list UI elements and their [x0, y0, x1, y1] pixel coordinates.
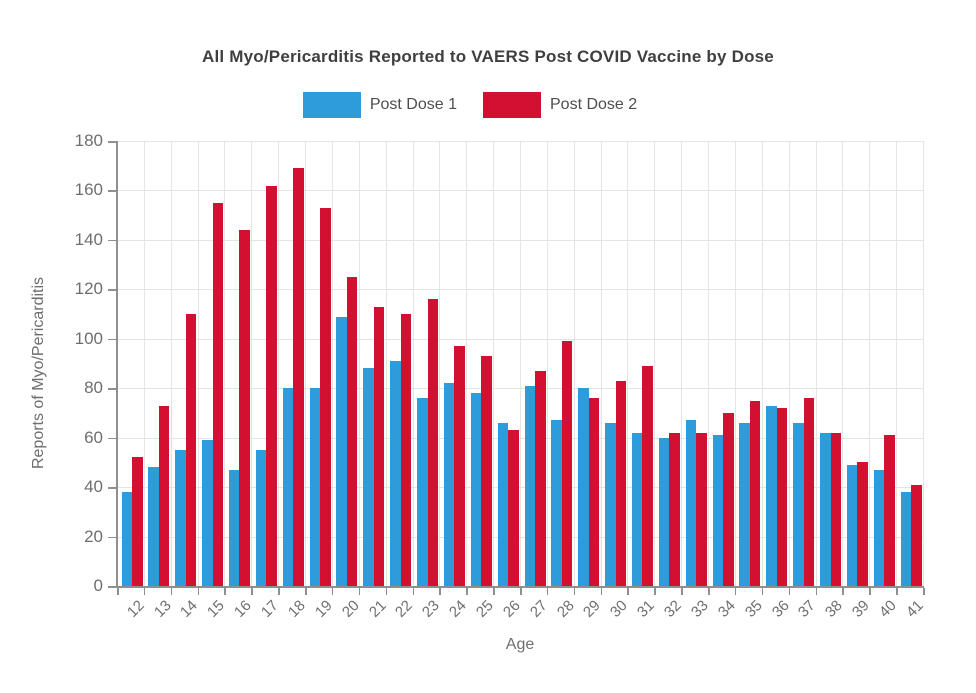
y-tick-label: 20	[84, 526, 103, 546]
gridline-vertical	[332, 141, 333, 586]
gridline-vertical	[869, 141, 870, 586]
x-tick-label: 17	[257, 597, 282, 621]
gridline-vertical	[386, 141, 387, 586]
bar-dose2-age-23	[428, 299, 439, 586]
gridline-vertical	[305, 141, 306, 586]
gridline-vertical	[681, 141, 682, 586]
bar-dose2-age-21	[374, 307, 385, 586]
bar-dose1-age-19	[310, 388, 321, 586]
bar-dose2-age-29	[589, 398, 600, 586]
gridline-vertical	[547, 141, 548, 586]
gridline-vertical	[627, 141, 628, 586]
x-tick-mark	[762, 588, 764, 595]
gridline-vertical	[439, 141, 440, 586]
bar-dose1-age-25	[471, 393, 482, 586]
bar-dose2-age-40	[884, 435, 895, 586]
gridline-vertical	[601, 141, 602, 586]
bar-dose1-age-41	[901, 492, 912, 586]
bar-dose1-age-23	[417, 398, 428, 586]
y-tick-mark	[108, 339, 116, 341]
chart-title: All Myo/Pericarditis Reported to VAERS Post COVID Vaccine by Dose	[202, 47, 774, 66]
bar-dose2-age-35	[750, 401, 761, 586]
bar-dose1-age-34	[713, 435, 724, 586]
legend-label-dose1: Post Dose 1	[369, 96, 457, 113]
bar-dose1-age-12	[122, 492, 133, 586]
bar-dose2-age-26	[508, 430, 519, 586]
x-tick-label: 26	[499, 597, 524, 621]
bar-dose2-age-37	[804, 398, 815, 586]
x-tick-mark	[224, 588, 226, 595]
legend-item-dose1	[303, 92, 457, 118]
bar-dose1-age-15	[202, 440, 213, 586]
legend-label-dose2: Post Dose 2	[550, 96, 638, 113]
y-tick-label: 80	[84, 378, 103, 398]
y-axis-title: Reports of Myo/Pericarditis	[30, 276, 47, 470]
y-tick-label: 160	[74, 180, 103, 200]
x-tick-mark	[493, 588, 495, 595]
bar-dose2-age-16	[239, 230, 250, 586]
bar-dose1-age-36	[766, 406, 777, 586]
legend-swatch-dose1	[303, 92, 361, 118]
x-tick-mark	[278, 588, 280, 595]
legend	[0, 92, 940, 118]
x-tick-label: 22	[392, 597, 417, 621]
y-axis-line	[116, 141, 118, 587]
x-tick-label: 30	[607, 597, 632, 621]
x-tick-mark	[789, 588, 791, 595]
y-tick-mark	[108, 388, 116, 390]
gridline-vertical	[735, 141, 736, 586]
bar-dose2-age-13	[159, 406, 170, 586]
x-tick-mark	[144, 588, 146, 595]
bar-dose2-age-33	[696, 433, 707, 586]
gridline-vertical	[574, 141, 575, 586]
x-tick-label: 37	[795, 597, 820, 621]
legend-swatch-dose2	[483, 92, 541, 118]
x-tick-mark	[359, 588, 361, 595]
x-tick-label: 14	[177, 597, 202, 621]
gridline-vertical	[413, 141, 414, 586]
bar-dose1-age-21	[363, 368, 374, 586]
x-tick-label: 23	[419, 597, 443, 621]
x-tick-mark	[439, 588, 441, 595]
bar-dose1-age-33	[686, 420, 697, 586]
x-tick-label: 33	[687, 597, 712, 621]
bar-dose2-age-31	[642, 366, 653, 586]
y-tick-label: 60	[84, 427, 103, 447]
bar-dose2-age-20	[347, 277, 358, 586]
bar-dose1-age-13	[148, 467, 159, 586]
gridline-vertical	[896, 141, 897, 586]
bar-dose1-age-26	[498, 423, 509, 586]
x-tick-label: 32	[660, 597, 685, 621]
x-tick-mark	[198, 588, 200, 595]
x-tick-label: 12	[123, 597, 148, 621]
x-tick-label: 29	[580, 597, 605, 621]
gridline-vertical	[923, 141, 924, 586]
x-tick-mark	[681, 588, 683, 595]
x-tick-mark	[332, 588, 334, 595]
bar-dose2-age-34	[723, 413, 734, 586]
y-tick-mark	[108, 487, 116, 489]
gridline-vertical	[198, 141, 199, 586]
y-tick-mark	[108, 190, 116, 192]
x-tick-mark	[547, 588, 549, 595]
x-tick-label: 25	[472, 597, 497, 621]
x-tick-mark	[601, 588, 603, 595]
x-tick-label: 21	[365, 597, 390, 621]
x-tick-label: 35	[741, 597, 766, 621]
bar-dose2-age-19	[320, 208, 331, 586]
gridline-vertical	[171, 141, 172, 586]
bar-dose2-age-25	[481, 356, 492, 586]
x-tick-mark	[251, 588, 253, 595]
bar-dose1-age-20	[336, 317, 347, 586]
x-tick-mark	[923, 588, 925, 595]
y-tick-label: 140	[74, 229, 103, 249]
x-axis-title: Age	[505, 636, 535, 653]
y-tick-mark	[108, 586, 116, 588]
gridline-vertical	[224, 141, 225, 586]
y-tick-label: 120	[74, 279, 103, 299]
y-tick-mark	[108, 240, 116, 242]
bar-dose2-age-17	[266, 186, 277, 587]
x-tick-mark	[735, 588, 737, 595]
gridline-vertical	[708, 141, 709, 586]
x-tick-label: 28	[553, 597, 578, 621]
x-tick-label: 13	[150, 597, 175, 621]
gridline-vertical	[762, 141, 763, 586]
x-tick-mark	[574, 588, 576, 595]
bar-dose1-age-30	[605, 423, 616, 586]
bar-dose1-age-18	[283, 388, 294, 586]
x-tick-label: 24	[446, 597, 470, 621]
gridline-vertical	[789, 141, 790, 586]
bar-dose1-age-39	[847, 465, 858, 586]
y-tick-label: 100	[74, 328, 103, 348]
bar-dose1-age-37	[793, 423, 804, 586]
x-tick-mark	[117, 588, 119, 595]
plot-area	[117, 141, 923, 586]
gridline-vertical	[654, 141, 655, 586]
bar-dose2-age-12	[132, 457, 143, 586]
y-tick-mark	[108, 289, 116, 291]
bar-dose1-age-16	[229, 470, 240, 586]
y-tick-mark	[108, 141, 116, 143]
x-tick-mark	[466, 588, 468, 595]
x-tick-mark	[305, 588, 307, 595]
y-tick-mark	[108, 537, 116, 539]
gridline-vertical	[466, 141, 467, 586]
gridline-vertical	[359, 141, 360, 586]
bar-dose1-age-28	[551, 420, 562, 586]
x-tick-mark	[896, 588, 898, 595]
x-tick-label: 15	[204, 597, 229, 621]
bar-dose1-age-27	[525, 386, 536, 586]
x-tick-label: 36	[768, 597, 793, 621]
bar-dose2-age-30	[616, 381, 627, 586]
legend-item-dose2	[483, 92, 637, 118]
x-tick-mark	[171, 588, 173, 595]
bar-dose1-age-35	[739, 423, 750, 586]
x-tick-label: 40	[875, 597, 900, 621]
bar-dose2-age-18	[293, 168, 304, 586]
bar-dose2-age-41	[911, 485, 922, 586]
bar-dose2-age-24	[454, 346, 465, 586]
x-tick-label: 19	[311, 597, 336, 621]
bar-dose2-age-36	[777, 408, 788, 586]
x-tick-mark	[654, 588, 656, 595]
y-tick-label: 180	[74, 131, 103, 150]
x-tick-mark	[413, 588, 415, 595]
bar-dose2-age-14	[186, 314, 197, 586]
x-tick-label: 20	[338, 597, 363, 621]
gridline-vertical	[842, 141, 843, 586]
x-tick-mark	[386, 588, 388, 595]
bar-dose1-age-29	[578, 388, 589, 586]
gridline-vertical	[144, 141, 145, 586]
bar-dose2-age-22	[401, 314, 412, 586]
y-tick-label: 40	[84, 477, 103, 497]
x-tick-mark	[520, 588, 522, 595]
x-tick-label: 41	[902, 597, 927, 621]
x-tick-mark	[816, 588, 818, 595]
x-tick-label: 31	[634, 597, 658, 621]
x-tick-mark	[708, 588, 710, 595]
gridline-vertical	[520, 141, 521, 586]
gridline-vertical	[816, 141, 817, 586]
x-tick-label: 18	[284, 597, 309, 621]
bar-dose2-age-38	[831, 433, 842, 586]
bar-dose2-age-28	[562, 341, 573, 586]
bar-dose1-age-38	[820, 433, 831, 586]
gridline-vertical	[493, 141, 494, 586]
bar-dose1-age-31	[632, 433, 643, 586]
x-tick-label: 38	[822, 597, 846, 621]
y-tick-mark	[108, 438, 116, 440]
bar-dose1-age-32	[659, 438, 670, 586]
gridline-vertical	[251, 141, 252, 586]
bar-dose2-age-27	[535, 371, 546, 586]
x-tick-mark	[869, 588, 871, 595]
y-tick-label: 0	[93, 576, 103, 595]
bar-dose1-age-40	[874, 470, 885, 586]
x-tick-label: 39	[849, 597, 873, 621]
bar-dose1-age-22	[390, 361, 401, 586]
bar-dose1-age-14	[175, 450, 186, 586]
bar-dose1-age-24	[444, 383, 455, 586]
bar-dose2-age-32	[669, 433, 680, 586]
x-tick-label: 27	[526, 597, 551, 621]
x-tick-mark	[627, 588, 629, 595]
gridline-vertical	[278, 141, 279, 586]
x-tick-mark	[842, 588, 844, 595]
bar-dose2-age-15	[213, 203, 224, 586]
x-tick-label: 16	[231, 597, 255, 621]
bar-dose2-age-39	[857, 462, 868, 586]
x-tick-label: 34	[714, 597, 739, 621]
bar-dose1-age-17	[256, 450, 267, 586]
